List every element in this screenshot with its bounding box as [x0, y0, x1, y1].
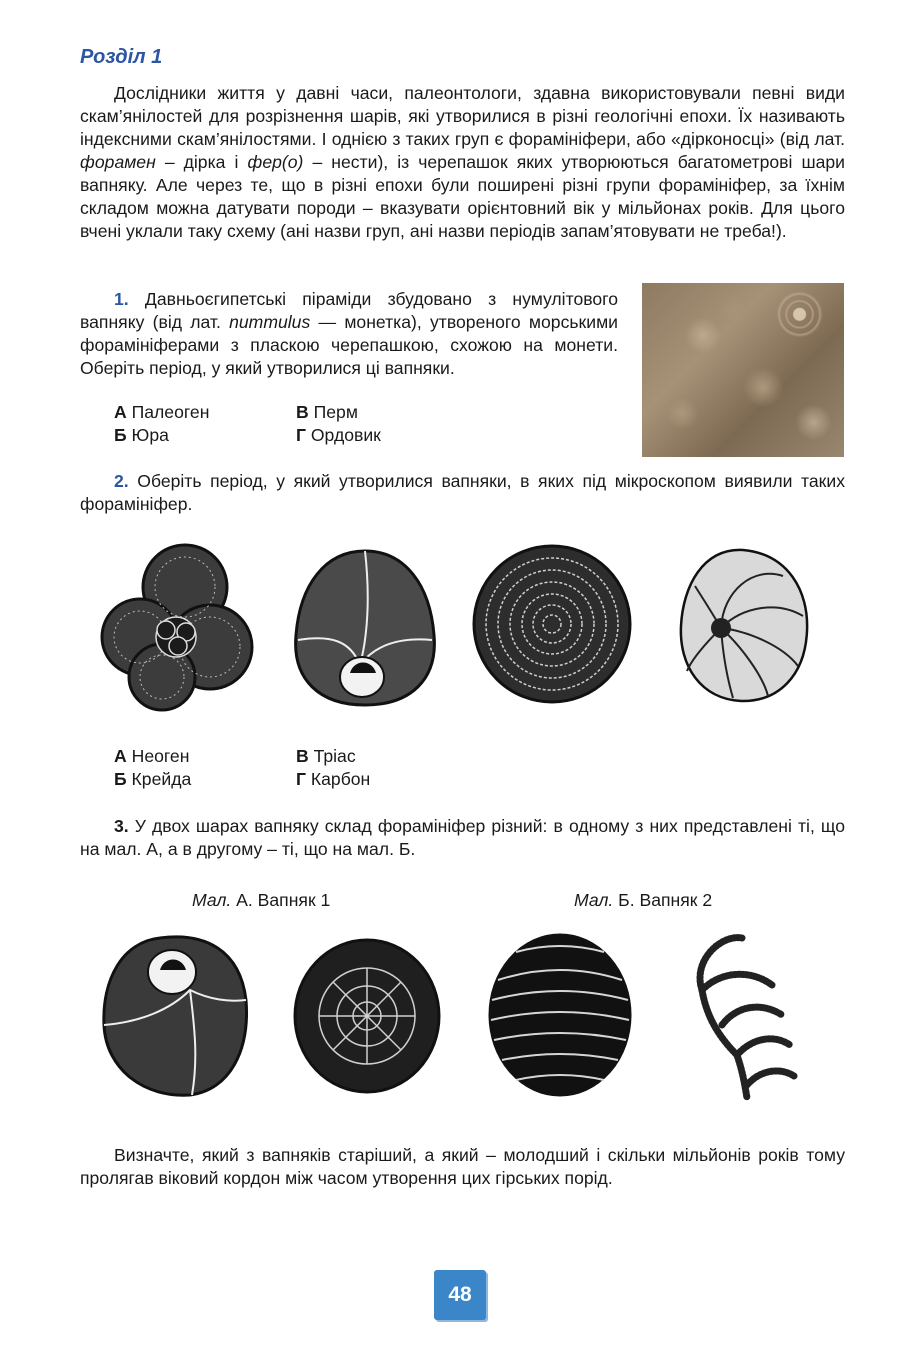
foraminifer-spiral-disc-drawing [470, 542, 635, 707]
intro-paragraph: Дослідники життя у давні часи, палеонтологи, здавна використовували певні види скам’янілостей для розрізнення шарів, які утворилися в різні геологічні епохи. Їх називають індексними скам’янілостями. І однією з таких груп є форамініфери, або «дірконосці» (від лат. форамен – дірка і фер(о) – нести), із черепашок яких утворюються багатометрові шари вапняку. Але через те, що в різні епохи були поширені різні групи форамініфер, за їхнім складом можна датувати породи – вказувати орієнтовний вік у мільйонах років. Для цього вчені уклали таку схему (ані назви груп, ані назви періодів запам’ятовувати не треба!). [80, 83, 845, 241]
limestone-2-coiled-foraminifer-drawing [682, 930, 802, 1110]
option-a[interactable]: А Палеоген [114, 402, 210, 422]
nummulite-limestone-photo [642, 283, 844, 457]
option-g[interactable]: Г Ордовик [296, 425, 381, 445]
question-1-text: 1. Давньоєгипетські піраміди збудовано з нумулітового вапняку (від лат. nummulus — монетка), утвореного морськими форамініферами з пласкою черепашкою, схожою на монети. Оберіть період, у який утворилися ці вапняки. [80, 289, 618, 378]
question-2-options [114, 745, 496, 791]
foraminifer-planispiral-drawing [673, 546, 813, 706]
option-b[interactable]: Б Крейда [114, 769, 192, 789]
option-v[interactable]: В Перм [296, 402, 358, 422]
caption-a: Мал. А. Вапняк 1 [192, 890, 331, 910]
option-a[interactable]: А Неоген [114, 746, 190, 766]
option-b[interactable]: Б Юра [114, 425, 169, 445]
question-2-text: 2. Оберіть період, у який утворилися вапняки, в яких під мікроскопом виявили таких форамініфер. [80, 471, 845, 514]
question-1-options [114, 401, 496, 447]
option-g[interactable]: Г Карбон [296, 769, 371, 789]
foraminifer-triangular-drawing [290, 545, 440, 710]
limestone-1-trochospiral-foraminifer-drawing [292, 936, 442, 1096]
limestone-1-triangular-foraminifer-drawing [100, 930, 250, 1100]
caption-b: Мал. Б. Вапняк 2 [574, 890, 713, 910]
option-v[interactable]: В Тріас [296, 746, 356, 766]
foraminifer-globular-drawing [100, 542, 260, 712]
question-3-final-text: Визначте, який з вапняків старіший, а який – молодший і скільки мільйонів років тому пролягав віковий кордон між часом утворення цих гірських порід. [80, 1145, 845, 1188]
limestone-2-fusulinid-drawing [486, 930, 634, 1100]
question-3-text: 3. У двох шарах вапняку склад форамініфер різний: в одному з них представлені ті, що на мал. А, а в другому – ті, що на мал. Б. [80, 816, 845, 859]
section-title: Розділ 1 [80, 46, 163, 68]
page-number-badge: 48 [434, 1270, 486, 1320]
